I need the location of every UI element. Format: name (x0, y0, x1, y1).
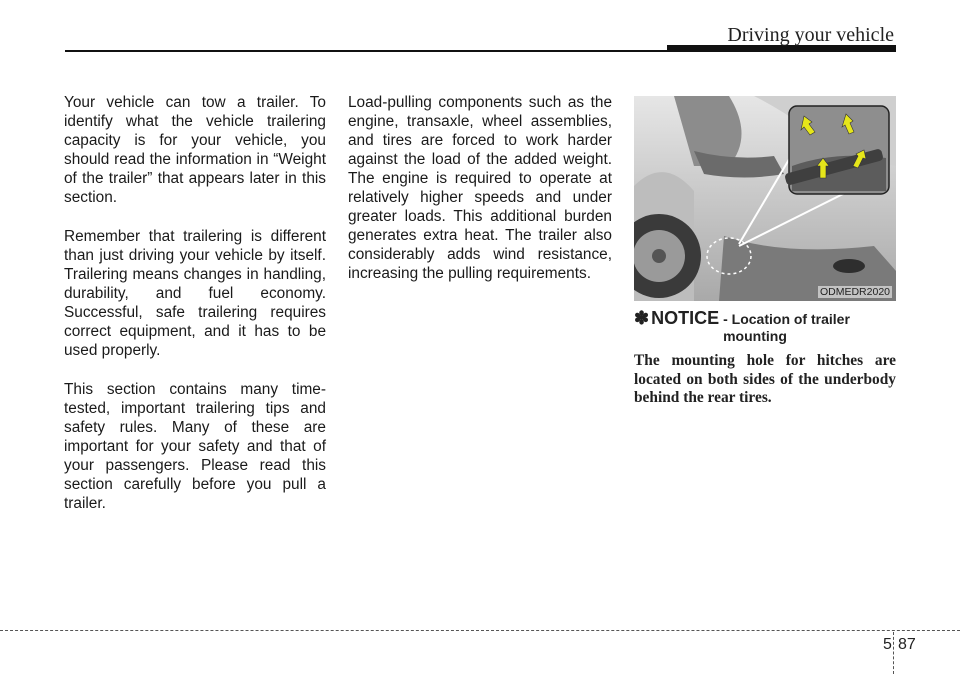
column-left (64, 93, 326, 533)
page-number-divider (893, 632, 894, 674)
notice-subtitle: - Location of trailer mounting (723, 311, 850, 344)
notice-box (634, 308, 896, 408)
figure-code: ODMEDR2020 (819, 286, 890, 298)
notice-body: The mounting hole for hitches are located on both sides of the underbody behind the rear tires. (634, 352, 896, 406)
footer-rule (0, 630, 960, 631)
paragraph-load-pulling: Load-pulling components such as the engine, transaxle, wheel assemblies, and tires are forced to work harder against the load of the added weight. The engine is required to operate at relatively higher speeds and under greater loads. This additional burden generates extra heat. The trailer also considerably adds wind resistance, increasing the pulling requirements. (348, 94, 612, 282)
page-number: 87 (898, 636, 916, 653)
section-title: Driving your vehicle (727, 24, 894, 46)
paragraph-towing-intro: Your vehicle can tow a trailer. To identify what the vehicle trailering capacity is for your vehicle, you should read the information in “Weight of the trailer” that appears later in this section. (64, 94, 326, 206)
notice-label: NOTICE (651, 308, 720, 328)
exhaust-pipe (833, 259, 865, 273)
header-rule (65, 50, 667, 52)
notice-heading (634, 308, 896, 345)
paragraph-safety-tips: This section contains many time-tested, important trailering tips and safety rules. Many of these are important for your safety and that of your passengers. Please read this section carefully before you pull a trailer. (64, 381, 326, 512)
notice-star-icon: ✽ (634, 308, 650, 328)
wheel-hub (652, 249, 666, 263)
car-rear-illustration (634, 96, 896, 301)
trailer-mount-figure (634, 96, 896, 301)
paragraph-trailering-different: Remember that trailering is different than just driving your vehicle by itself. Trailering means changes in handling, durability, and fuel economy. Successful, safe trailering requires correct equipment, and it has to be used properly. (64, 228, 326, 359)
chapter-number: 5 (883, 636, 892, 653)
column-middle (348, 93, 612, 303)
